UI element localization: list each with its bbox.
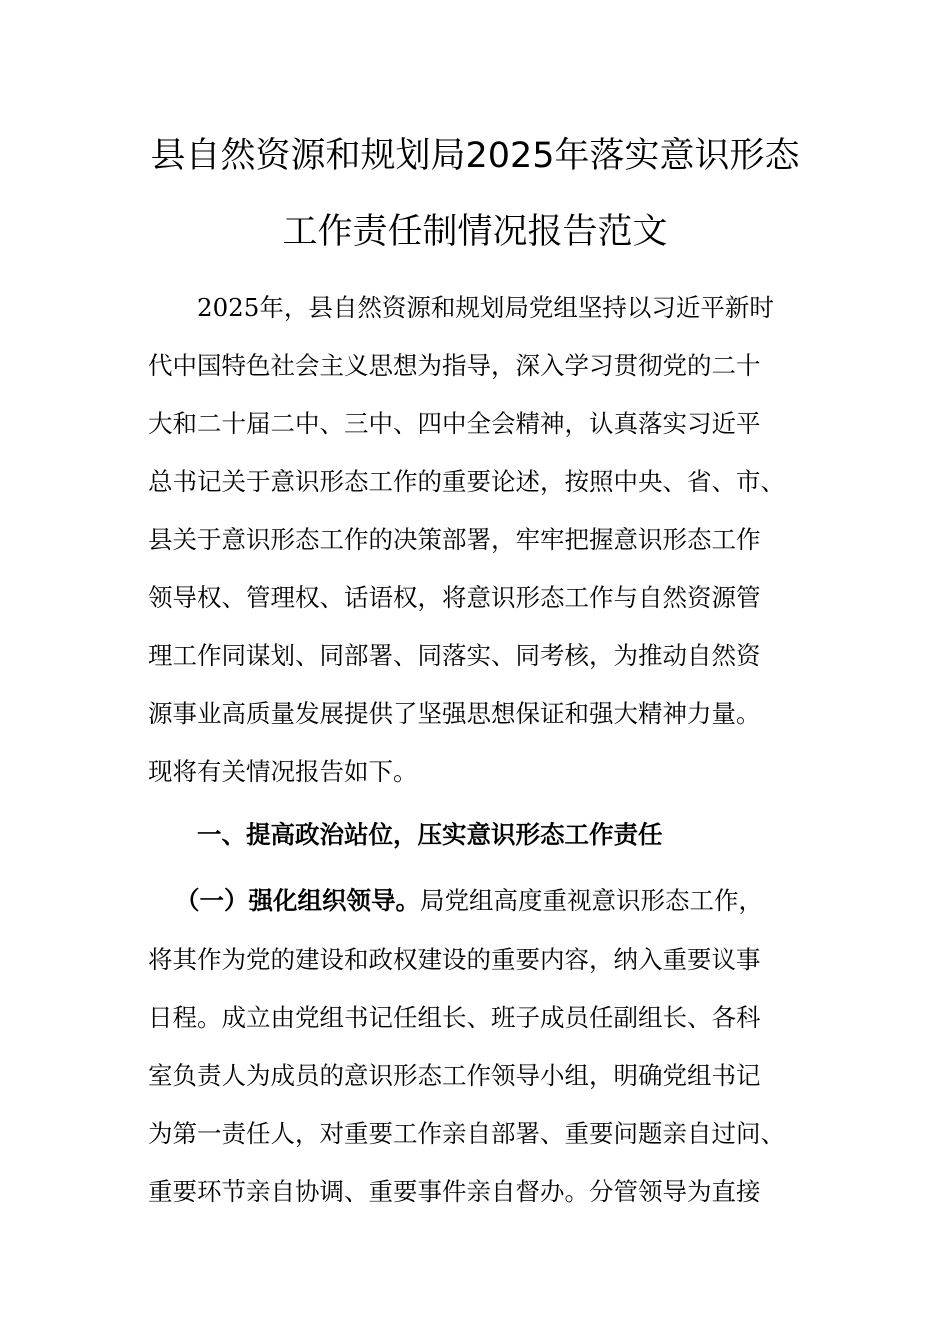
section-heading-1: 一、提高政治站位，压实意识形态工作责任	[197, 820, 663, 849]
document-title-line-1: 县自然资源和规划局2025年落实意识形态	[150, 136, 800, 176]
subsection-label: （一）强化组织领导。	[175, 886, 420, 915]
subsection-line: 重要环节亲自协调、重要事件亲自督办。分管领导为直接	[148, 1177, 761, 1206]
subsection-line: 日程。成立由党组书记任组长、班子成员任副组长、各科	[148, 1003, 761, 1032]
intro-line: 理工作同谋划、同部署、同落实、同考核，为推动自然资	[148, 641, 761, 670]
intro-line: 代中国特色社会主义思想为指导，深入学习贯彻党的二十	[148, 351, 761, 380]
subsection-first-line	[175, 884, 763, 918]
subsection-first-text: 局党组高度重视意识形态工作，	[420, 886, 763, 915]
intro-line: 领导权、管理权、话语权，将意识形态工作与自然资源管	[148, 583, 761, 612]
intro-line: 源事业高质量发展提供了坚强思想保证和强大精神力量。	[148, 699, 761, 728]
intro-line: 2025年，县自然资源和规划局党组坚持以习近平新时	[197, 293, 774, 322]
document-title-line-2: 工作责任制情况报告范文	[282, 212, 668, 252]
subsection-line: 室负责人为成员的意识形态工作领导小组，明确党组书记	[148, 1061, 761, 1090]
subsection-line: 为第一责任人，对重要工作亲自部署、重要问题亲自过问、	[148, 1119, 785, 1148]
intro-line: 大和二十届二中、三中、四中全会精神，认真落实习近平	[148, 409, 761, 438]
intro-line: 现将有关情况报告如下。	[148, 757, 418, 786]
intro-line: 总书记关于意识形态工作的重要论述，按照中央、省、市、	[148, 467, 785, 496]
intro-line: 县关于意识形态工作的决策部署，牢牢把握意识形态工作	[148, 525, 761, 554]
subsection-line: 将其作为党的建设和政权建设的重要内容，纳入重要议事	[148, 945, 761, 974]
